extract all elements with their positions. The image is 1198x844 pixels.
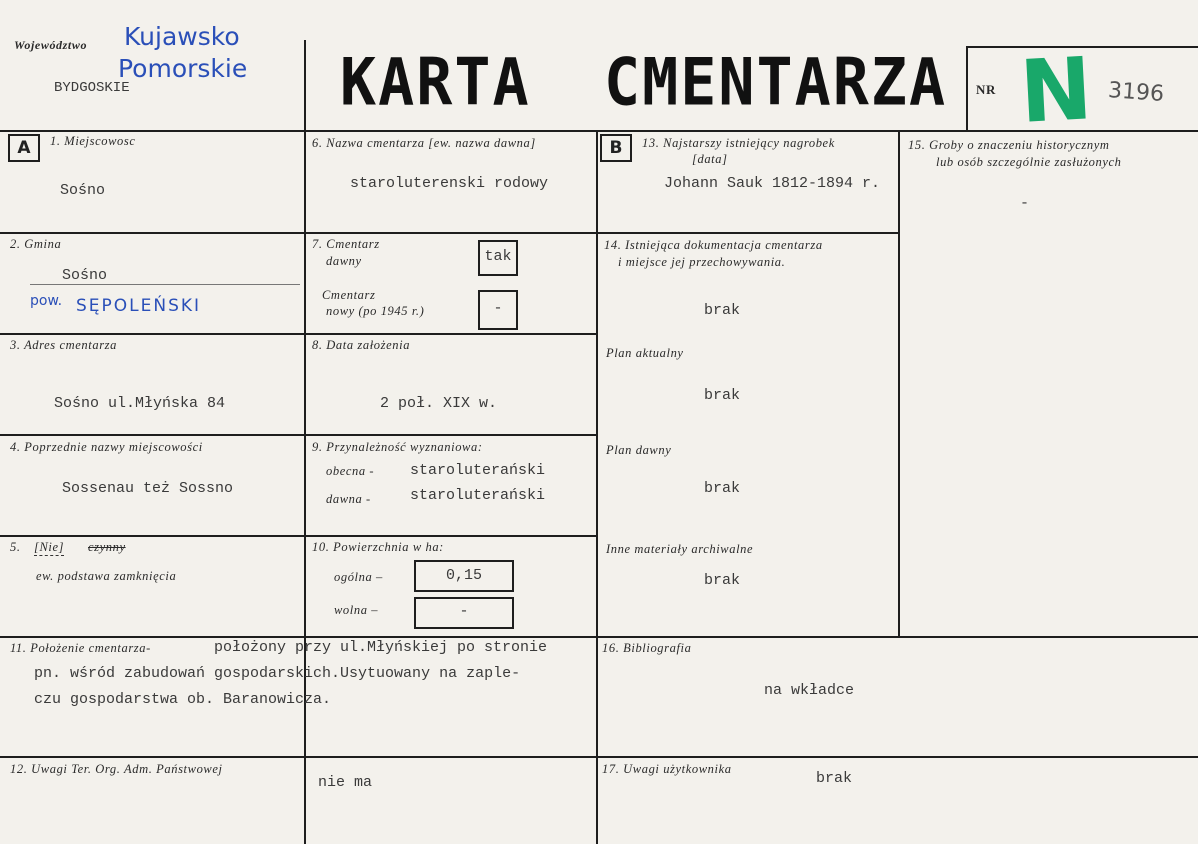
plan-current-value: brak: [704, 387, 741, 404]
field-17-label: 17. Uwagi użytkownika: [602, 762, 732, 776]
nr-box-left-line: [966, 46, 968, 132]
row-line-3: [0, 434, 596, 436]
field-7-label-new-2: nowy (po 1945 r.): [326, 304, 425, 318]
field-7-new-value: -: [493, 300, 503, 317]
field-10-total-value: 0,15: [445, 567, 482, 584]
field-9-former-value: staroluterański: [410, 487, 546, 504]
field-13-label-line2: [data]: [692, 152, 728, 166]
field-12-value: nie ma: [318, 774, 373, 791]
field-3-value: Sośno ul.Młyńska 84: [54, 395, 226, 412]
title-karta: KARTA: [340, 45, 531, 121]
field-7-old-value: tak: [484, 248, 512, 265]
field-7-label-old-1: 7. Cmentarz: [312, 237, 380, 251]
other-materials-value: brak: [704, 572, 741, 589]
plan-old-value: brak: [704, 480, 741, 497]
field-11-line1: położony przy ul.Młyńskiej po stronie: [214, 639, 548, 656]
field-16-value: na wkładce: [764, 682, 855, 699]
field-13-label-line1: 13. Najstarszy istniejący nagrobek: [642, 136, 835, 150]
field-14-label-line2: i miejsce jej przechowywania.: [618, 255, 786, 269]
field-10-free-label: wolna –: [334, 603, 379, 617]
field-14-label-line1: 14. Istniejąca dokumentacja cmentarza: [604, 238, 823, 252]
row-line-1: [0, 232, 898, 234]
column-line-2: [596, 130, 598, 844]
voivodeship-typed: BYDGOSKIE: [54, 80, 130, 96]
field-11-line3: czu gospodarstwa ob. Baranowicza.: [34, 691, 332, 708]
voivodeship-handwritten-1: Kujawsko: [124, 22, 240, 51]
field-9-current-value: staroluterański: [410, 462, 546, 479]
field-7-label-new-1: Cmentarz: [322, 288, 376, 302]
field-6-label: 6. Nazwa cmentarza [ew. nazwa dawna]: [312, 136, 536, 150]
section-b-badge: B: [600, 134, 632, 162]
field-13-value: Johann Sauk 1812-1894 r.: [664, 175, 881, 192]
field-9-current-label: obecna -: [326, 464, 375, 478]
field-2-label: 2. Gmina: [10, 237, 62, 251]
field-11-label: 11. Położenie cmentarza-: [10, 641, 151, 655]
field-5-label-line2: ew. podstawa zamknięcia: [36, 569, 177, 583]
nr-label: NR: [976, 82, 996, 97]
row-line-2: [0, 333, 596, 335]
plan-current-label: Plan aktualny: [606, 346, 684, 360]
nr-number: 3196: [1107, 78, 1165, 107]
field-11-line2: pn. wśród zabudowań gospodarskich.Usytuowany na zaple-: [34, 665, 521, 682]
field-8-value: 2 poł. XIX w.: [380, 395, 498, 412]
field-16-label: 16. Bibliografia: [602, 641, 692, 655]
field-4-label: 4. Poprzednie nazwy miejscowości: [10, 440, 203, 454]
column-line-3: [898, 130, 900, 638]
row-line-5: [0, 636, 1198, 638]
field-10-total-label: ogólna –: [334, 570, 383, 584]
field-15-value: -: [1020, 195, 1030, 212]
field-2-pow-value: SĘPOLEŃSKI: [76, 296, 202, 316]
field-5-label-prefix: 5.: [10, 540, 21, 554]
field-12-label: 12. Uwagi Ter. Org. Adm. Państwowej: [10, 762, 223, 776]
field-9-former-label: dawna -: [326, 492, 371, 506]
column-line-1: [304, 130, 306, 844]
field-17-value: brak: [816, 770, 853, 787]
voivodeship-label: Województwo: [14, 38, 88, 52]
plan-old-label: Plan dawny: [606, 443, 672, 457]
field-7-label-old-2: dawny: [326, 254, 362, 268]
field-5-label-czynny: czynny: [88, 540, 126, 554]
field-3-label: 3. Adres cmentarza: [10, 338, 117, 352]
field-10-free-value: -: [459, 603, 469, 620]
field-6-value: staroluterenski rodowy: [350, 175, 549, 192]
field-5-label-nie: [Nie]: [34, 540, 65, 554]
field-2-pow-label: pow.: [30, 293, 63, 309]
field-15-label-line2: lub osób szczególnie zasłużonych: [936, 155, 1122, 169]
field-14-value: brak: [704, 302, 741, 319]
nr-letter-stamp: N: [1017, 39, 1095, 143]
field-4-value: Sossenau też Sossno: [62, 480, 234, 497]
row-line-4: [0, 535, 596, 537]
voivodeship-handwritten-2: Pomorskie: [118, 54, 248, 83]
field-10-label: 10. Powierzchnia w ha:: [312, 540, 444, 554]
header-bottom-line: [0, 130, 1198, 132]
field-2-underline: [30, 284, 300, 285]
header-divider-line: [304, 40, 306, 132]
other-materials-label: Inne materiały archiwalne: [606, 542, 754, 556]
field-1-value: Sośno: [60, 182, 106, 199]
field-15-label-line1: 15. Groby o znaczeniu historycznym: [908, 138, 1110, 152]
field-9-label: 9. Przynależność wyznaniowa:: [312, 440, 483, 454]
field-8-label: 8. Data założenia: [312, 338, 411, 352]
title-cmentarza: CMENTARZA: [604, 45, 948, 121]
section-a-badge: A: [8, 134, 40, 162]
field-2-value: Sośno: [62, 267, 108, 284]
field-1-label: 1. Miejscowosc: [50, 134, 136, 148]
row-line-6: [0, 756, 1198, 758]
